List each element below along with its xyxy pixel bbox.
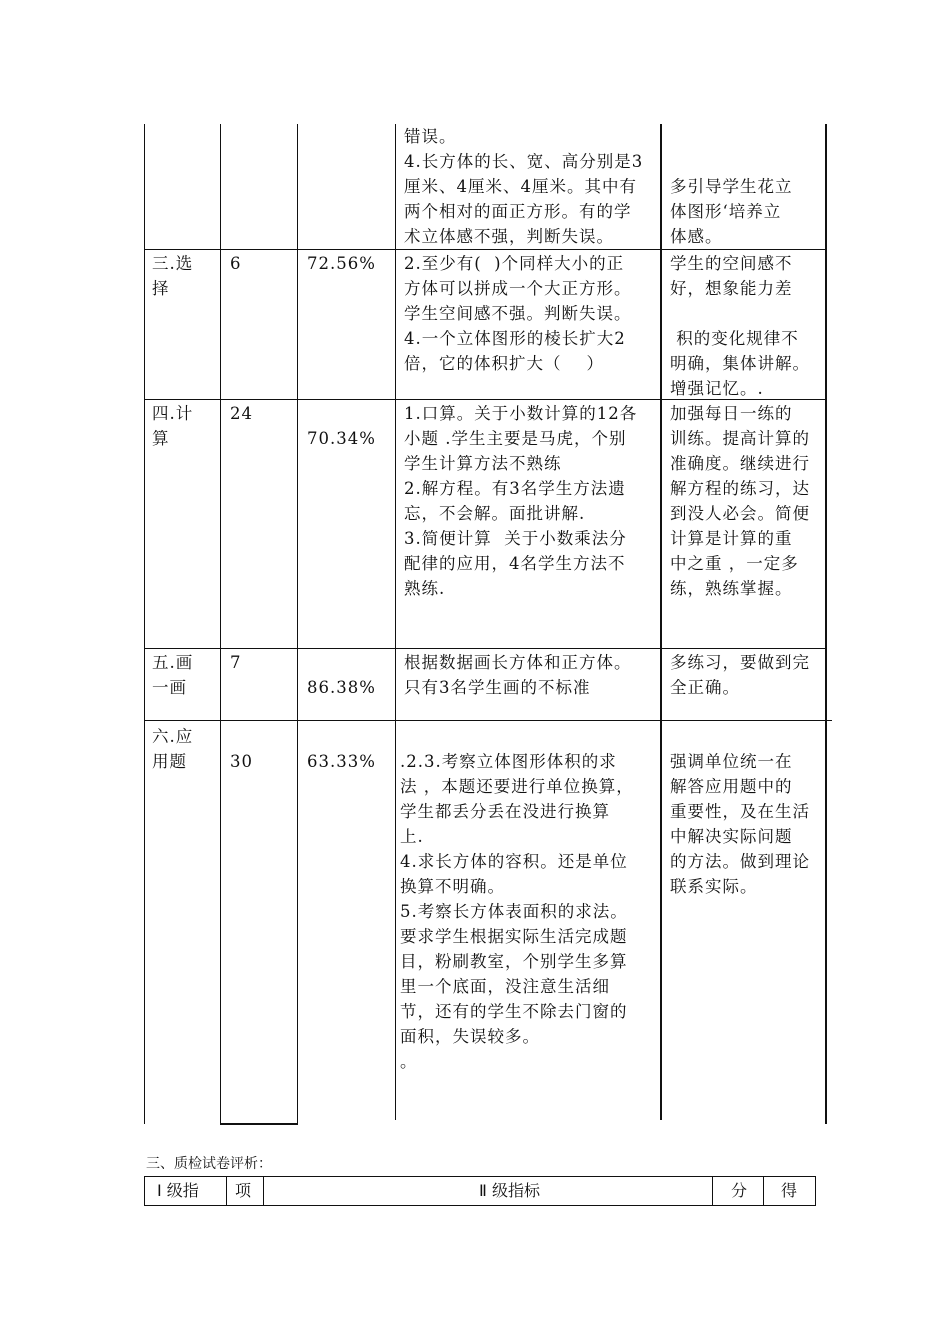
table-col-divider	[660, 124, 662, 1120]
row-4-analysis: .2.3.考察立体图形体积的求 法 ，本题还要进行单位换算， 学生都丢分丢在没进行换算 上. 4.求长方体的容积。还是单位 换算不明确。 5.考察长方体表面积的求法。 要求学生根据实际生活完成题 目，粉刷教室，个别学生多算 里一个底面，没注意生活细 节，还有的学生不除去门窗的 面积，失误较多。 。	[400, 752, 634, 1071]
cell-bottom-border	[220, 1123, 298, 1125]
row-2-measure: 加强每日一练的 训练。提高计算的 准确度。继续进行 解方程的练习，达 到没人必会。简便 计算是计算的重 中之重 ，一定多 练，熟练掌握。	[670, 404, 810, 598]
header-level2: Ⅱ 级指标	[479, 1181, 540, 1200]
quality-table-header	[144, 1176, 816, 1206]
row-2-analysis: 1.口算。关于小数计算的12各 小题 .学生主要是马虎，个别 学生计算方法不熟练 2.解方程。有3名学生方法遗 忘，不会解。面批讲解. 3.简便计算 关于小数乘法分 配律的应用，4名学生方法不 熟练.	[404, 404, 638, 598]
row-4-count: 30	[230, 752, 253, 771]
row-0-measure: 多引导学生花立 体图形‘培养立 体感。	[670, 177, 793, 246]
row-1-category: 三.选 择	[152, 254, 194, 298]
row-3-rate: 86.38%	[307, 678, 376, 697]
header-score: 分	[731, 1181, 748, 1200]
table-col-divider	[297, 124, 298, 1124]
row-1-measure: 学生的空间感不 好，想象能力差 积的变化规律不 明确，集体讲解。 增强记忆。.	[670, 254, 810, 398]
row-4-measure: 强调单位统一在 解答应用题中的 重要性，及在生活 中解决实际问题 的方法。做到理论 联系实际。	[670, 752, 810, 896]
table-border-left	[144, 124, 145, 1124]
row-0-analysis: 错误。 4.长方体的长、宽、高分别是3 厘米、4厘米、4厘米。其中有 两个相对的面正方形。有的学 术立体感不强，判断失误。	[404, 127, 644, 246]
header-divider	[712, 1177, 713, 1205]
row-divider	[144, 249, 826, 250]
row-divider	[144, 720, 832, 721]
header-divider	[226, 1177, 227, 1205]
table-col-divider	[395, 124, 396, 1120]
table-border-right	[825, 124, 827, 1124]
header-level1: Ⅰ 级指	[157, 1181, 199, 1200]
row-3-category: 五.画 一画	[152, 653, 194, 697]
row-2-category: 四.计 算	[152, 404, 194, 448]
header-get: 得	[781, 1181, 798, 1200]
row-2-rate: 70.34%	[307, 429, 376, 448]
row-4-category: 六.应 用题	[152, 727, 194, 771]
row-3-measure: 多练习，要做到完 全正确。	[670, 653, 810, 697]
row-divider	[144, 648, 826, 649]
row-1-analysis: 2.至少有( )个同样大小的正 方体可以拼成一个大正方形。 学生空间感不强。判断失误。 4.一个立体图形的棱长扩大2 倍，它的体积扩大（ ）	[404, 254, 632, 373]
row-3-analysis: 根据数据画长方体和正方体。 只有3名学生画的不标准	[404, 653, 632, 697]
header-divider	[763, 1177, 764, 1205]
section-title: 三、质检试卷评析：	[146, 1156, 272, 1172]
row-2-count: 24	[230, 404, 253, 423]
header-divider	[263, 1177, 264, 1205]
table-col-divider	[220, 124, 221, 1124]
row-1-rate: 72.56%	[307, 254, 376, 273]
header-item: 项	[235, 1181, 252, 1200]
row-1-count: 6	[230, 254, 242, 273]
row-3-count: 7	[230, 653, 242, 672]
row-4-rate: 63.33%	[307, 752, 376, 771]
